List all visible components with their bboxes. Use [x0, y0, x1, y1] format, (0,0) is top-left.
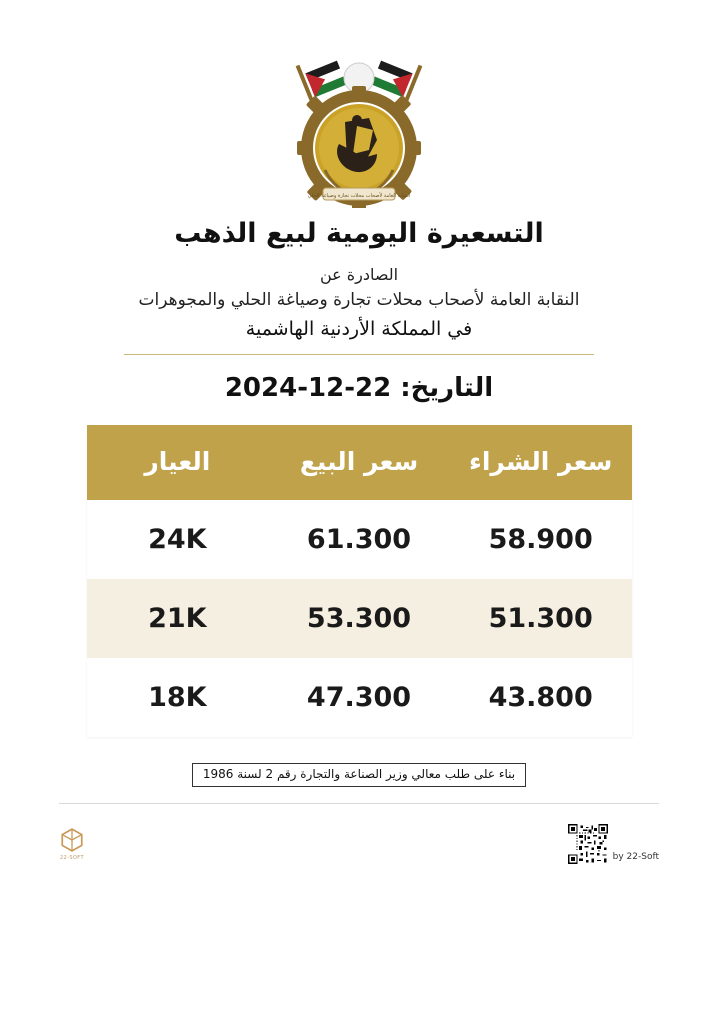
cell-buy-price: 58.900 [450, 500, 632, 579]
bottom-divider [59, 803, 659, 804]
brand-logo [59, 827, 85, 861]
country-line: في المملكة الأردنية الهاشمية [245, 318, 473, 340]
qr-block [568, 824, 659, 864]
price-table-container [87, 425, 632, 737]
cell-sell-price: 61.300 [268, 500, 450, 579]
footer-bar [59, 814, 659, 874]
column-header-buy-price: سعر الشراء [450, 425, 632, 500]
column-header-sell-price: سعر البيع [268, 425, 450, 500]
price-table [87, 425, 632, 737]
footnote: بناء على طلب معالي وزير الصناعة والتجارة رقم 2 لسنة 1986 [192, 763, 526, 787]
cell-sell-price: 53.300 [268, 579, 450, 658]
table-header-row [87, 425, 632, 500]
brand-logo-text: 22-SOFT [60, 855, 84, 861]
cell-sell-price: 47.300 [268, 658, 450, 737]
cell-karat: 24K [87, 500, 269, 579]
cube-icon [59, 827, 85, 853]
credit-text: by 22-Soft [612, 852, 659, 862]
table-row [87, 500, 632, 579]
table-row [87, 658, 632, 737]
table-head [87, 425, 632, 500]
qr-code-icon[interactable] [568, 824, 608, 864]
page-title: التسعيرة اليومية لبيع الذهب [174, 218, 544, 249]
cell-buy-price: 51.300 [450, 579, 632, 658]
jordan-emblem-icon [279, 48, 439, 208]
cell-karat: 21K [87, 579, 269, 658]
table-row [87, 579, 632, 658]
svg-text:النقابة العامة لأصحاب محلات تج: النقابة العامة لأصحاب محلات تجارة وصياغة الحلي [307, 193, 411, 199]
divider [124, 354, 594, 355]
table-body [87, 500, 632, 737]
cell-buy-price: 43.800 [450, 658, 632, 737]
organization-name: النقابة العامة لأصحاب محلات تجارة وصياغة الحلي والمجوهرات [138, 290, 580, 310]
column-header-karat: العيار [87, 425, 269, 500]
issued-by-label: الصادرة عن [319, 265, 399, 284]
date-line: التاريخ: 22-12-2024 [224, 373, 494, 403]
cell-karat: 18K [87, 658, 269, 737]
